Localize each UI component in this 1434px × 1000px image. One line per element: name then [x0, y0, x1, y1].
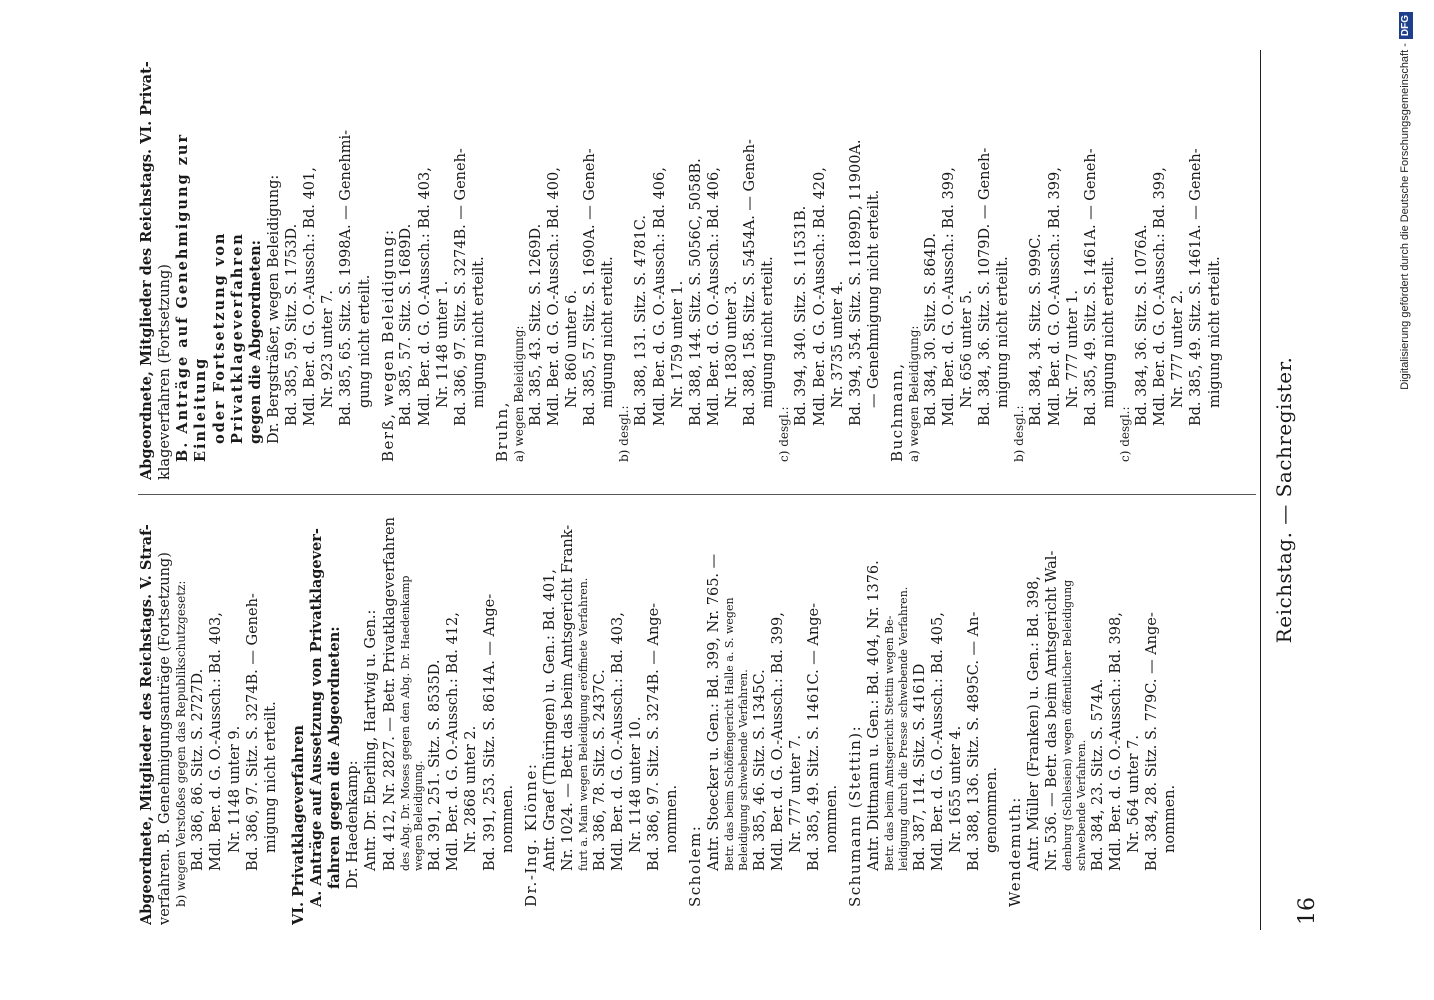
text-line: Scholem:	[686, 824, 705, 907]
text-line: Abgeordnete, Mitglieder des Reichstags. VI. Privat-	[138, 61, 155, 480]
text-line: Bruhn,	[493, 401, 511, 462]
text-line: Wendemuth:	[1006, 796, 1025, 907]
text-line: Bd. 384, 34. Sitz. S. 999C.	[1028, 233, 1045, 426]
text-line: gung nicht erteilt.	[356, 274, 373, 408]
text-line: Nr. 923 unter 7.	[320, 290, 337, 408]
text-line: Bd. 385, 49. Sitz. S. 1461A. — Geneh-	[1082, 148, 1099, 426]
text-line: Bd. 386, 97. Sitz. S. 3274B. — Geneh-	[452, 148, 469, 426]
text-line: denburg (Schlesien) wegen öffentlicher Beleidigung	[1061, 579, 1075, 871]
text-line: b) wegen Verstoßes gegen das Republikschutzgesetz:	[174, 580, 189, 907]
text-line: migung nicht erteilt.	[995, 256, 1012, 408]
text-line: Beleidigung schwebende Verfahren.	[736, 669, 750, 871]
text-line: leidigung durch die Presse schwebende Verfahren.	[896, 586, 910, 871]
text-line: Bd. 385, 49. Sitz. S. 1461C. — Ange-	[805, 603, 822, 871]
right-column	[138, 60, 1248, 480]
text-line: a) wegen Beleidigung:	[906, 325, 921, 462]
text-line: schwebende Verfahren.	[1074, 739, 1088, 871]
text-line: Antr. Müller (Franken) u. Gen.: Bd. 398,	[1025, 576, 1042, 871]
text-line: Dr. Bergsträßer, wegen Beleidigung:	[265, 174, 282, 444]
text-line: Bd. 385, 59. Sitz. S. 1753D.	[284, 223, 300, 426]
text-line: Bd. 386, 97. Sitz. S. 3274B. — Ange-	[645, 602, 662, 871]
text-line: klageverfahren (Fortsetzung)	[157, 264, 174, 480]
text-line: Nr. 860 unter 6.	[564, 290, 580, 408]
text-line: migung nicht erteilt.	[262, 701, 279, 853]
text-line: Bd. 385, 49. Sitz. S. 1461A. — Geneh-	[1188, 148, 1205, 426]
text-line: Bd. 384, 28. Sitz. S. 779C. — Ange-	[1144, 612, 1160, 871]
text-line: Nr. 1024. — Betr. das beim Amtsgericht Frank-	[559, 524, 576, 871]
text-line: Bd. 386, 97. Sitz. S. 3274B. — Geneh-	[244, 593, 261, 871]
text-line: Nr. 1759 unter 1.	[669, 280, 686, 408]
text-line: Bd. 388, 144. Sitz. S. 5056C, 5058B.	[687, 158, 704, 426]
text-line: Antr. Graef (Thüringen) u. Gen.: Bd. 401,	[541, 569, 558, 871]
text-line: Mdl. Ber. d. G. O.-Aussch.: Bd. 399,	[1152, 167, 1169, 426]
text-line: Mdl. Ber. d. G. O.-Aussch.: Bd. 398,	[1107, 612, 1124, 871]
column-divider	[138, 494, 1256, 495]
text-line: Mdl. Ber. d. G. O.-Aussch.: Bd. 401,	[302, 167, 319, 426]
text-line: Mdl. Ber. d. G. O.-Aussch.: Bd. 403,	[609, 612, 626, 871]
text-line: b) desgl.:	[617, 405, 632, 462]
text-line: Nr. 536. — Betr. das beim Amtsgericht Wal-	[1044, 550, 1060, 871]
text-line: Mdl. Ber. d. G. O.-Aussch.: Bd. 399,	[1046, 167, 1063, 426]
text-line: nommen.	[499, 784, 516, 853]
text-line: Bd. 394, 340. Sitz. S. 11531B.	[793, 205, 810, 426]
text-line: Mdl. Ber. d. G. O.-Aussch.: Bd. 399,	[940, 167, 957, 426]
digitization-credit-text: Digitalisierung gefördert durch die Deutsche Forschungsgemeinschaft -	[1399, 43, 1411, 390]
text-line: gegen die Abgeordneten:	[246, 239, 264, 444]
text-line: Bd. 412, Nr. 2827. — Betr. Privatklageverfahren	[381, 517, 398, 871]
text-line: c) desgl.:	[777, 406, 792, 462]
text-line: Nr. 1148 unter 10.	[627, 716, 644, 853]
text-line: Nr. 2868 unter 2.	[463, 725, 480, 853]
text-line: c) desgl.:	[1118, 406, 1132, 462]
text-line: furt a. Main wegen Beleidigung eröffnete Verfahren.	[576, 577, 590, 871]
text-line: Bd. 388, 136. Sitz. S. 4895C. — An-	[965, 611, 982, 871]
text-line: migung nicht erteilt.	[600, 256, 617, 408]
text-line: Nr. 777 unter 7.	[787, 735, 804, 853]
text-line: Betr. das beim Amtsgericht Stettin wegen Be-	[883, 615, 896, 871]
text-line: b) desgl.:	[1012, 405, 1027, 462]
text-line: Mdl. Ber. d. G. O.-Aussch.: Bd. 406,	[705, 167, 722, 426]
text-line: nommen.	[664, 784, 680, 853]
text-line: nommen.	[1162, 784, 1179, 853]
text-line: a) wegen Beleidigung:	[511, 325, 526, 462]
text-line: Schumann (Stettin):	[846, 724, 865, 907]
digitization-credit	[1392, 12, 1418, 988]
text-line: Mdl. Ber. d. G. O.-Aussch.: Bd. 406,	[651, 167, 668, 426]
text-line: Antr. Dittmann u. Gen.: Bd. 404, Nr. 1376.	[865, 560, 882, 871]
text-line: Bd. 386, 86. Sitz. S. 2727D.	[190, 668, 207, 871]
text-line: Antr. Stoecker u. Gen.: Bd. 399, Nr. 765. —	[705, 553, 722, 871]
running-head: Reichstag. — Sachregister.	[1272, 356, 1296, 644]
text-line: Bd. 384, 36. Sitz. S. 1079D. — Geneh-	[977, 147, 994, 426]
text-line: Mdl. Ber. d. G. O.-Aussch.: Bd. 403,	[208, 612, 225, 871]
text-line: B. Anträge auf Genehmigung zur Einleitung	[174, 132, 210, 462]
text-line: Bd. 388, 158. Sitz. S. 5454A. — Geneh-	[742, 139, 759, 426]
text-line: migung nicht erteilt.	[470, 256, 487, 408]
text-line: Nr. 1148 unter 1.	[434, 280, 451, 408]
text-line: VI. Privatklageverfahren	[289, 725, 307, 925]
text-line: Bd. 385, 57. Sitz. S. 1689D.	[398, 223, 415, 426]
text-line: Mdl. Ber. d. G. O.-Aussch.: Bd. 420,	[811, 167, 828, 426]
text-line: Bd. 391, 253. Sitz. S. 8614A. — Ange-	[481, 593, 498, 871]
text-line: Mdl. Ber. d. G. O.-Aussch.: Bd. 400,	[545, 167, 562, 426]
text-line: genommen.	[984, 767, 1000, 853]
text-line: migung nicht erteilt.	[760, 256, 777, 408]
text-line: Nr. 564 unter 7.	[1125, 735, 1142, 853]
text-line: Bd. 384, 30. Sitz. S. 864D.	[922, 232, 939, 426]
text-line: A. Anträge auf Aussetzung von Privatklagever-	[308, 528, 325, 907]
text-line: Bd. 391, 251. Sitz. S. 8535D.	[427, 659, 444, 871]
text-line: Buchmann,	[888, 362, 906, 462]
text-line: Abgeordnete, Mitglieder des Reichstags. V. Straf-	[138, 524, 155, 925]
text-line: Dr.-Ing. Klönne:	[521, 762, 540, 907]
text-line: migung nicht erteilt.	[1206, 256, 1223, 408]
text-line: Bd. 384, 23. Sitz. S. 574A.	[1089, 678, 1106, 871]
text-line: Bd. 394, 354. Sitz. S. 11899D, 11900A.	[847, 139, 864, 426]
text-line: Bd. 386, 78. Sitz. S. 2437C.	[591, 669, 608, 871]
text-line: Nr. 777 unter 2.	[1170, 290, 1187, 408]
text-line: Bd. 385, 43. Sitz. S. 1269D.	[527, 223, 544, 426]
text-line: wegen Beleidigung.	[412, 760, 426, 871]
page-number: 16	[1295, 897, 1320, 925]
line-gap	[280, 505, 290, 925]
text-line: Betr. das beim Schöffengericht Halle a. S. wegen	[723, 597, 736, 871]
text-line: oder Fortsetzung von Privatklageverfahren	[210, 231, 246, 444]
text-line: — Genehmigung nicht erteilt.	[865, 189, 882, 408]
left-column	[138, 505, 1248, 925]
text-line: Nr. 656 unter 5.	[959, 290, 975, 408]
text-line: Nr. 1655 unter 4.	[947, 725, 964, 853]
text-line: Nr. 3735 unter 4.	[829, 280, 846, 408]
text-line: Bd. 385, 65. Sitz. S. 1998A. — Genehmi-	[338, 129, 355, 426]
text-line: Bd. 385, 46. Sitz. S. 1345C.	[751, 669, 768, 871]
text-line: Mdl. Ber. d. G. O.-Aussch.: Bd. 405,	[929, 612, 946, 871]
text-line: Bd. 388, 131. Sitz. S. 4781C.	[633, 215, 650, 426]
text-line: des Abg. Dr. Moses gegen den Abg. Dr. Haedenkamp	[398, 575, 412, 871]
text-line: Bd. 384, 36. Sitz. S. 1076A.	[1134, 224, 1150, 426]
text-line: Nr. 1148 unter 9.	[226, 725, 243, 853]
header-rule	[1260, 50, 1261, 930]
text-line: Antr. Dr. Eberling, Hartwig u. Gen.:	[363, 609, 380, 871]
text-line: nommen.	[824, 784, 840, 853]
text-line: Bd. 385, 57. Sitz. S. 1690A. — Geneh-	[582, 148, 599, 426]
text-line: Bd. 387, 114. Sitz. S. 4161D	[911, 663, 928, 871]
dfg-logo: DFG	[1399, 12, 1413, 39]
text-line: Mdl. Ber. d. G. O.-Aussch.: Bd. 403,	[416, 167, 433, 426]
text-line: Mdl. Ber. d. G. O.-Aussch.: Bd. 399,	[769, 612, 786, 871]
text-line: migung nicht erteilt.	[1100, 256, 1117, 408]
text-line: Mdl. Ber. d. G. O.-Aussch.: Bd. 412,	[445, 612, 462, 871]
text-line: Berß, wegen Beleidigung:	[378, 228, 397, 462]
text-line: fahren gegen die Abgeordneten:	[326, 626, 344, 889]
text-line: verfahren. B. Genehmigungsanträge (Fortsetzung)	[157, 552, 174, 925]
text-line: Nr. 1830 unter 3.	[724, 280, 740, 408]
rotated-document-page	[60, 0, 1360, 1000]
text-line: Dr. Haedenkamp:	[345, 760, 362, 889]
text-line: Nr. 777 unter 1.	[1064, 290, 1081, 408]
